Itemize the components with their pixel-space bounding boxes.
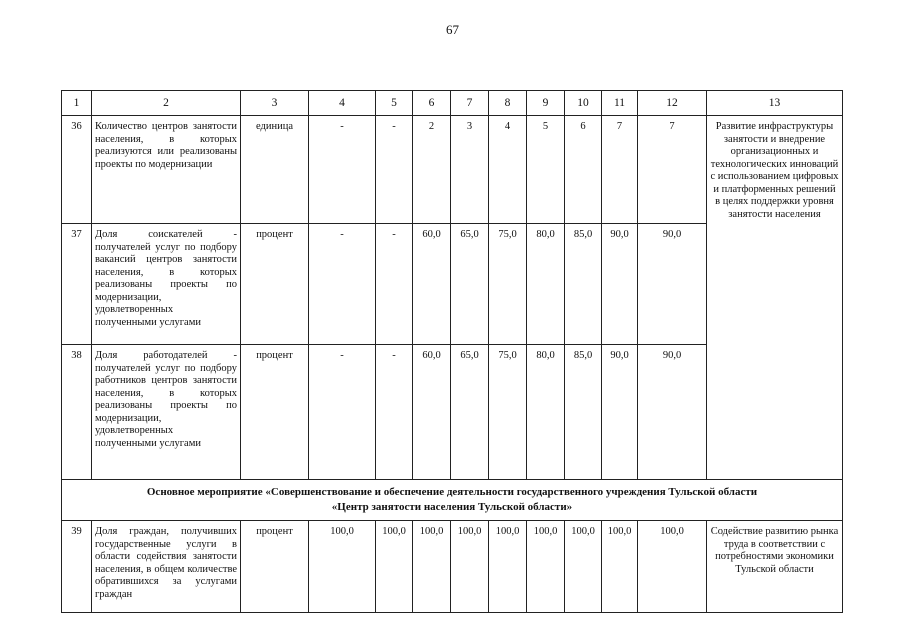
column-number: 5 <box>376 91 413 116</box>
value-cell: 75,0 <box>489 224 527 345</box>
value-cell: 80,0 <box>527 345 565 480</box>
value-cell: - <box>309 116 376 224</box>
goal-cell: Развитие инфраструктуры занятости и внедрение организационных и технологических инноваций с использованием цифровых и платформенных решений в целях поддержки уровня занятости населения <box>707 116 843 480</box>
section-title-line-1: Основное мероприятие «Совершенствование и обеспечение деятельности государственного учреждения Тульской области <box>146 486 758 498</box>
value-cell: 60,0 <box>413 224 451 345</box>
row-number: 39 <box>62 521 92 613</box>
column-number: 6 <box>413 91 451 116</box>
value-cell: - <box>309 345 376 480</box>
column-number: 7 <box>451 91 489 116</box>
value-cell: 85,0 <box>565 224 602 345</box>
column-number: 3 <box>241 91 309 116</box>
section-title-line-2: «Центр занятости населения Тульской области» <box>331 501 573 513</box>
value-cell: 80,0 <box>527 224 565 345</box>
row-number: 37 <box>62 224 92 345</box>
value-cell: - <box>309 224 376 345</box>
unit-cell: процент <box>241 345 309 480</box>
value-cell: 100,0 <box>376 521 413 613</box>
column-number-row <box>62 91 843 116</box>
column-number: 2 <box>92 91 241 116</box>
section-header-row <box>62 480 843 521</box>
value-cell: 100,0 <box>413 521 451 613</box>
value-cell: 100,0 <box>527 521 565 613</box>
value-cell: 100,0 <box>309 521 376 613</box>
value-cell: 75,0 <box>489 345 527 480</box>
unit-cell: процент <box>241 521 309 613</box>
column-number: 13 <box>707 91 843 116</box>
column-number: 10 <box>565 91 602 116</box>
value-cell: 3 <box>451 116 489 224</box>
value-cell: - <box>376 116 413 224</box>
column-number: 12 <box>638 91 707 116</box>
value-cell: 85,0 <box>565 345 602 480</box>
value-cell: 4 <box>489 116 527 224</box>
value-cell: 2 <box>413 116 451 224</box>
value-cell: 6 <box>565 116 602 224</box>
value-cell: 7 <box>602 116 638 224</box>
value-cell: 90,0 <box>638 224 707 345</box>
column-number: 4 <box>309 91 376 116</box>
column-number: 11 <box>602 91 638 116</box>
value-cell: 90,0 <box>602 224 638 345</box>
value-cell: 100,0 <box>489 521 527 613</box>
indicator-name: Доля работодателей - получателей услуг по подбору работников центров занятости населения, в которых реализованы проекты по модернизации, удовлетворенных полученными услугами <box>92 345 241 480</box>
table-row <box>62 521 843 613</box>
row-number: 38 <box>62 345 92 480</box>
section-title <box>62 480 843 521</box>
value-cell: 7 <box>638 116 707 224</box>
value-cell: 100,0 <box>638 521 707 613</box>
value-cell: 100,0 <box>451 521 489 613</box>
value-cell: 90,0 <box>602 345 638 480</box>
indicator-name: Количество центров занятости населения, в которых реализуются или реализованы проекты по модернизации <box>92 116 241 224</box>
value-cell: 90,0 <box>638 345 707 480</box>
value-cell: 100,0 <box>602 521 638 613</box>
row-number: 36 <box>62 116 92 224</box>
unit-cell: единица <box>241 116 309 224</box>
value-cell: 100,0 <box>565 521 602 613</box>
value-cell: 65,0 <box>451 224 489 345</box>
indicators-table <box>61 90 843 613</box>
goal-cell: Содействие развитию рынка труда в соответствии с потребностями экономики Тульской области <box>707 521 843 613</box>
value-cell: - <box>376 345 413 480</box>
value-cell: 60,0 <box>413 345 451 480</box>
indicator-name: Доля соискателей - получателей услуг по подбору вакансий центров занятости населения, в которых реализованы проекты по модернизации, удовлетворенных полученными услугами <box>92 224 241 345</box>
value-cell: - <box>376 224 413 345</box>
page-number: 67 <box>446 22 459 37</box>
unit-cell: процент <box>241 224 309 345</box>
column-number: 9 <box>527 91 565 116</box>
value-cell: 5 <box>527 116 565 224</box>
column-number: 1 <box>62 91 92 116</box>
indicator-name: Доля граждан, получивших государственные услуги в области содействия занятости населения, в общем количестве обратившихся за услугами граждан <box>92 521 241 613</box>
table-row <box>62 116 843 224</box>
value-cell: 65,0 <box>451 345 489 480</box>
column-number: 8 <box>489 91 527 116</box>
